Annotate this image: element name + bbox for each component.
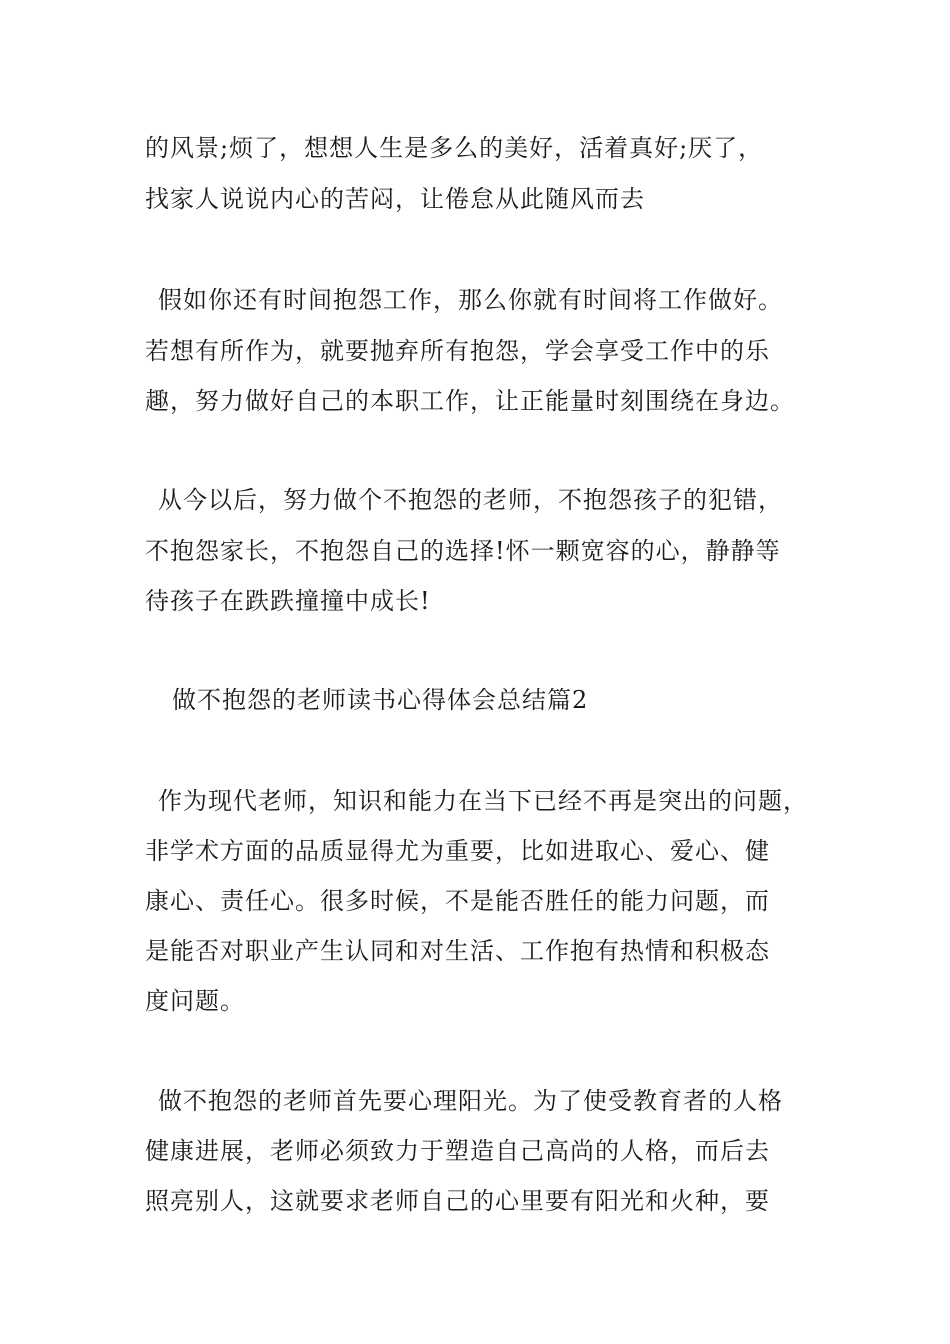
paragraph-3-line-2: 不抱怨家长，不抱怨自己的选择!怀一颗宽容的心，静静等 bbox=[145, 537, 781, 565]
paragraph-3-line-3: 待孩子在跌跌撞撞中成长! bbox=[145, 587, 431, 615]
paragraph-4-line-1: 作为现代老师，知识和能力在当下已经不再是突出的问题， bbox=[158, 787, 808, 815]
paragraph-1-line-1: 的风景;烦了，想想人生是多么的美好，活着真好;厌了， bbox=[145, 134, 764, 162]
paragraph-5-line-1: 做不抱怨的老师首先要心理阳光。为了使受教育者的人格 bbox=[158, 1087, 783, 1115]
paragraph-1-line-2: 找家人说说内心的苦闷，让倦怠从此随风而去 bbox=[145, 185, 645, 213]
paragraph-4-line-3: 康心、责任心。很多时候，不是能否胜任的能力问题，而 bbox=[145, 887, 770, 915]
paragraph-2-line-1: 假如你还有时间抱怨工作，那么你就有时间将工作做好。 bbox=[158, 286, 783, 314]
section-heading: 做不抱怨的老师读书心得体会总结篇2 bbox=[172, 686, 589, 714]
paragraph-2-line-3: 趣，努力做好自己的本职工作，让正能量时刻围绕在身边。 bbox=[145, 387, 795, 415]
paragraph-3-line-1: 从今以后，努力做个不抱怨的老师，不抱怨孩子的犯错， bbox=[158, 486, 783, 514]
paragraph-2-line-2: 若想有所作为，就要抛弃所有抱怨，学会享受工作中的乐 bbox=[145, 337, 770, 365]
paragraph-4-line-2: 非学术方面的品质显得尤为重要，比如进取心、爱心、健 bbox=[145, 837, 770, 865]
paragraph-5-line-2: 健康进展，老师必须致力于塑造自己高尚的人格，而后去 bbox=[145, 1137, 770, 1165]
paragraph-4-line-4: 是能否对职业产生认同和对生活、工作抱有热情和积极态 bbox=[145, 937, 770, 965]
paragraph-5-line-3: 照亮别人，这就要求老师自己的心里要有阳光和火种，要 bbox=[145, 1187, 770, 1215]
paragraph-4-line-5: 度问题。 bbox=[145, 987, 245, 1015]
